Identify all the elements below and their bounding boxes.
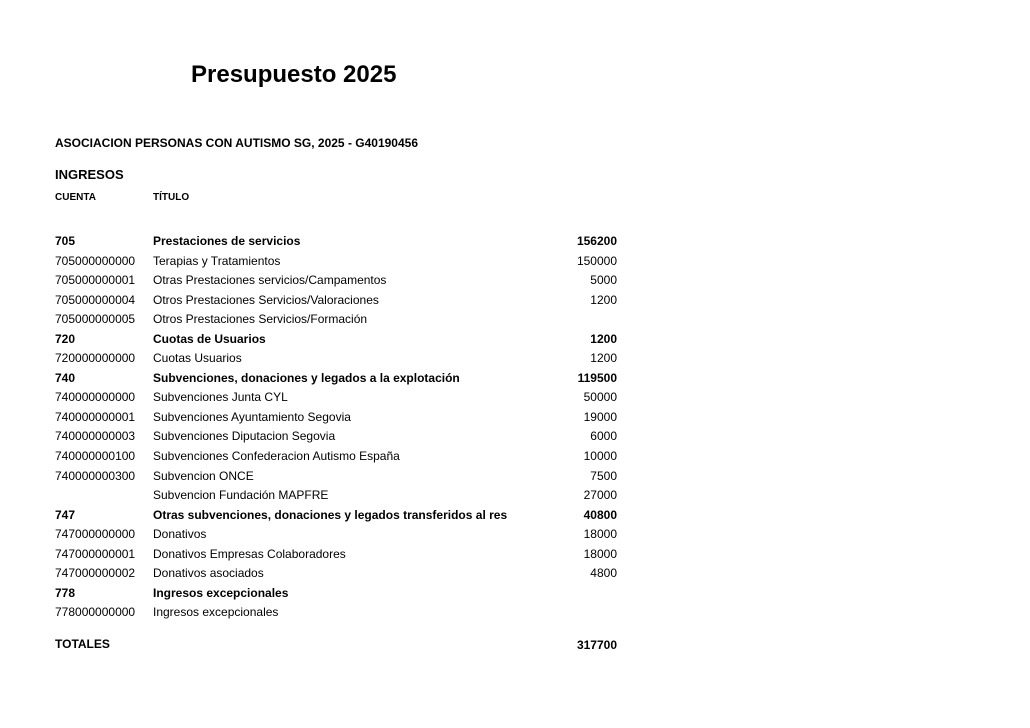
account-title: Subvenciones Ayuntamiento Segovia [153,409,351,424]
account-title: Ingresos excepcionales [153,605,279,620]
account-title: Donativos Empresas Colaboradores [153,546,346,561]
table-row [0,486,1030,506]
account-code: 740000000003 [55,429,136,444]
totals-label: TOTALES [55,637,110,651]
account-title: Subvencion Fundación MAPFRE [153,488,329,503]
account-code: 740000000300 [55,468,136,483]
table-row [0,252,1030,272]
account-code: 747 [55,507,76,522]
account-amount: 4800 [590,566,617,581]
table-group-row [0,232,1030,252]
table-row [0,525,1030,545]
table-row [0,545,1030,565]
account-amount: 7500 [590,468,617,483]
account-title: Subvenciones, donaciones y legados a la explotación [153,370,460,385]
organization-header: ASOCIACION PERSONAS CON AUTISMO SG, 2025 - G40190456 [55,136,418,150]
table-row [0,408,1030,428]
account-amount: 50000 [583,390,617,405]
table-row [0,271,1030,291]
account-code: 720 [55,331,76,346]
account-code: 747000000001 [55,546,136,561]
table-row [0,310,1030,330]
account-title: Ingresos excepcionales [153,585,289,600]
account-code: 720000000000 [55,351,136,366]
account-code: 740000000000 [55,390,136,405]
account-amount: 19000 [583,409,617,424]
account-amount: 1200 [590,331,617,346]
account-amount: 156200 [576,234,617,248]
table-row [0,447,1030,467]
account-amount: 150000 [576,253,617,268]
account-amount: 119500 [577,370,617,385]
table-group-row [0,506,1030,526]
account-amount: 27000 [583,488,617,503]
account-code: 705000000005 [55,312,136,327]
table-group-row [0,369,1030,389]
account-title: Otras subvenciones, donaciones y legados transferidos al res [153,507,508,522]
page-title: Presupuesto 2025 [191,61,397,88]
account-amount: 1200 [590,351,617,366]
account-amount: 10000 [583,449,617,464]
account-code: 740000000001 [55,409,136,424]
totals-value: 317700 [576,638,617,652]
table-row [0,467,1030,487]
account-title: Terapias y Tratamientos [153,253,281,268]
account-amount: 5000 [590,273,617,288]
account-amount: 18000 [583,546,617,561]
account-code: 705000000004 [55,292,136,307]
account-code: 740000000100 [55,449,136,464]
table-group-row [0,330,1030,350]
account-code: 778 [55,585,76,600]
table-row [0,564,1030,584]
account-code: 740 [55,370,76,385]
table-row [0,388,1030,408]
account-code: 705 [55,234,76,248]
account-title: Otras Prestaciones servicios/Campamentos [153,273,387,288]
account-code: 778000000000 [55,605,136,620]
table-row [0,603,1030,623]
column-header-cuenta: CUENTA [55,192,96,203]
account-code: 747000000002 [55,566,136,581]
column-header-titulo: TÍTULO [153,192,190,203]
account-amount: 1200 [590,292,617,307]
account-amount: 6000 [590,429,617,444]
table-row [0,349,1030,369]
account-title: Cuotas de Usuarios [153,331,266,346]
account-title: Donativos [153,527,207,542]
table-row [0,291,1030,311]
account-code: 747000000000 [55,527,136,542]
table-group-row [0,584,1030,604]
account-code: 705000000001 [55,273,136,288]
section-heading: INGRESOS [55,167,124,182]
account-title: Subvenciones Confederacion Autismo España [153,449,400,464]
account-title: Subvencion ONCE [153,468,254,483]
account-title: Cuotas Usuarios [153,351,242,366]
account-title: Subvenciones Junta CYL [153,390,288,405]
account-title: Prestaciones de servicios [153,234,301,248]
account-amount: 18000 [583,527,617,542]
account-title: Otros Prestaciones Servicios/Valoraciones [153,292,379,307]
account-title: Otros Prestaciones Servicios/Formación [153,312,368,327]
account-code: 705000000000 [55,253,136,268]
account-amount: 40800 [583,507,617,522]
budget-table [0,232,1030,623]
account-title: Donativos asociados [153,566,264,581]
account-title: Subvenciones Diputacion Segovia [153,429,336,444]
table-row [0,427,1030,447]
